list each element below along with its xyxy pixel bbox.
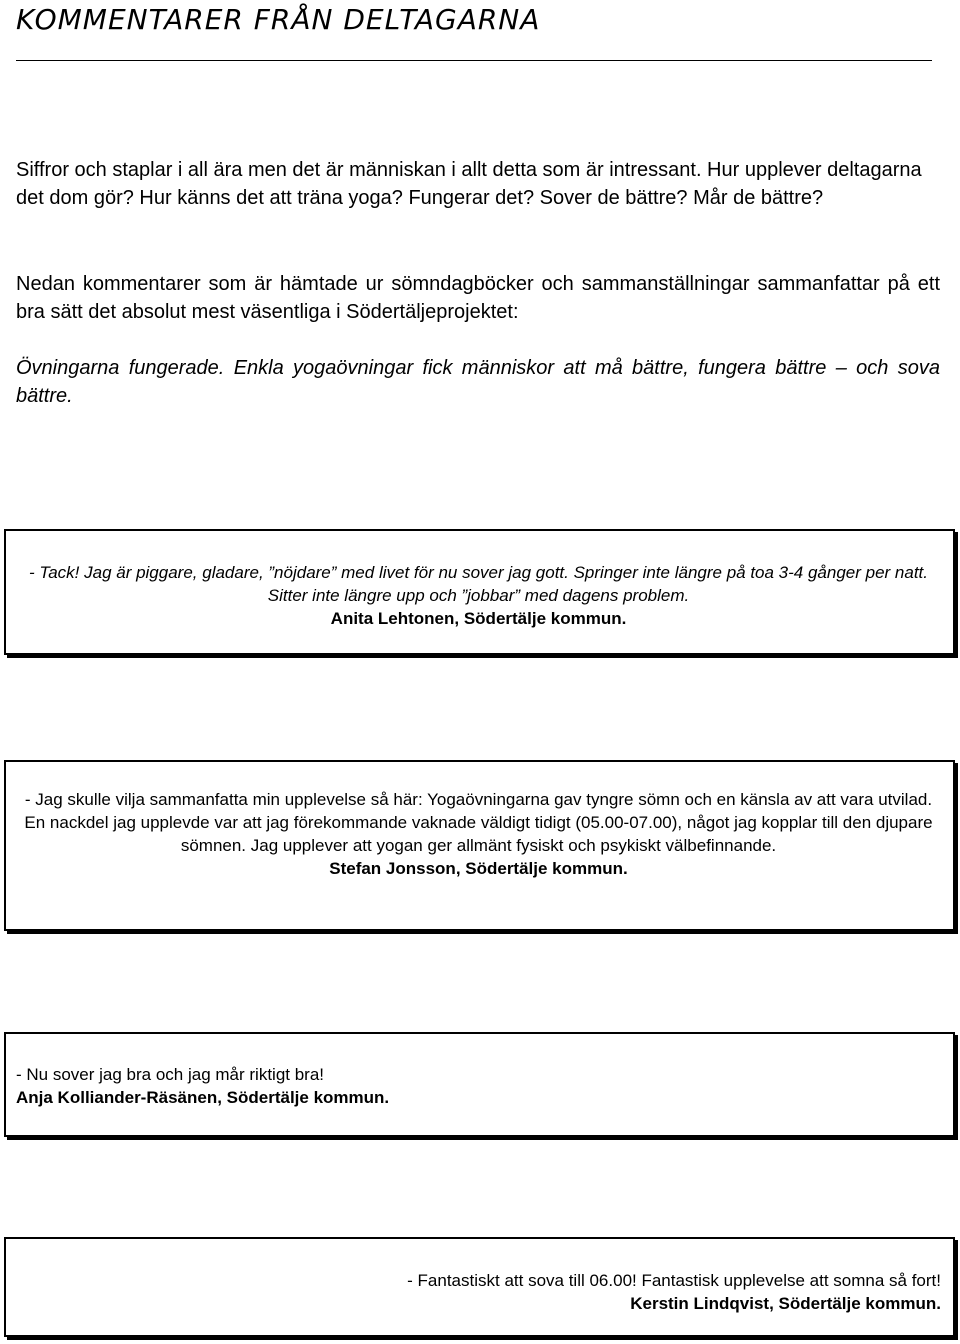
intro-paragraph-3: Övningarna fungerade. Enkla yogaövningar fick människor att må bättre, fungera bättre – och sova bättre. (16, 357, 940, 407)
intro-paragraph-2: Nedan kommentarer som är hämtade ur sömndagböcker och sammanställningar sammanfattar på ett bra sätt det absolut mest väsentliga i Södertäljeprojektet: (16, 273, 940, 323)
quote-content (18, 1269, 941, 1315)
intro-paragraph-1: Siffror och staplar i all ära men det är människan i allt detta som är intressant. Hur upplever deltagarna det dom gör? Hur känns det att träna yoga? Fungerar det? Sover de bättre? Mår de bättre? (16, 159, 922, 209)
quote-author: Anja Kolliander-Räsänen, Södertälje kommun. (16, 1088, 390, 1107)
quote-content (16, 1063, 939, 1109)
quote-content (18, 561, 939, 630)
quote-box-1 (4, 529, 955, 655)
quote-author: Anita Lehtonen, Södertälje kommun. (330, 609, 627, 628)
quote-author: Stefan Jonsson, Södertälje kommun. (329, 859, 628, 878)
quote-box-2 (4, 760, 955, 931)
quote-box-4 (4, 1237, 955, 1337)
quote-author: Kerstin Lindqvist, Södertälje kommun. (630, 1294, 941, 1313)
heading-underline (16, 60, 932, 61)
quote-text: - Tack! Jag är piggare, gladare, ”nöjdare” med livet för nu sover jag gott. Springer inte längre på toa 3-4 gånger per natt. Sitter inte längre upp och ”jobbar” med dagens problem. (29, 563, 928, 605)
quote-box-3 (4, 1032, 955, 1137)
quote-text: - Nu sover jag bra och jag mår riktigt bra! (16, 1065, 325, 1084)
quote-content (18, 788, 939, 880)
page-heading: KOMMENTARER FRÅN DELTAGARNA (16, 3, 541, 36)
quote-text: - Jag skulle vilja sammanfatta min upplevelse så här: Yogaövningarna gav tyngre sömn och en känsla av att vara utvilad. En nackdel jag upplevde var att jag förekommande vaknade väldigt tidigt (05.00-07.00), något jag kopplar till den djupare sömnen. Jag upplever att yogan ger allmänt fysiskt och psykiskt välbefinnande. (24, 790, 933, 855)
quote-text: - Fantastiskt att sova till 06.00! Fantastisk upplevelse att somna så fort! (407, 1271, 941, 1290)
